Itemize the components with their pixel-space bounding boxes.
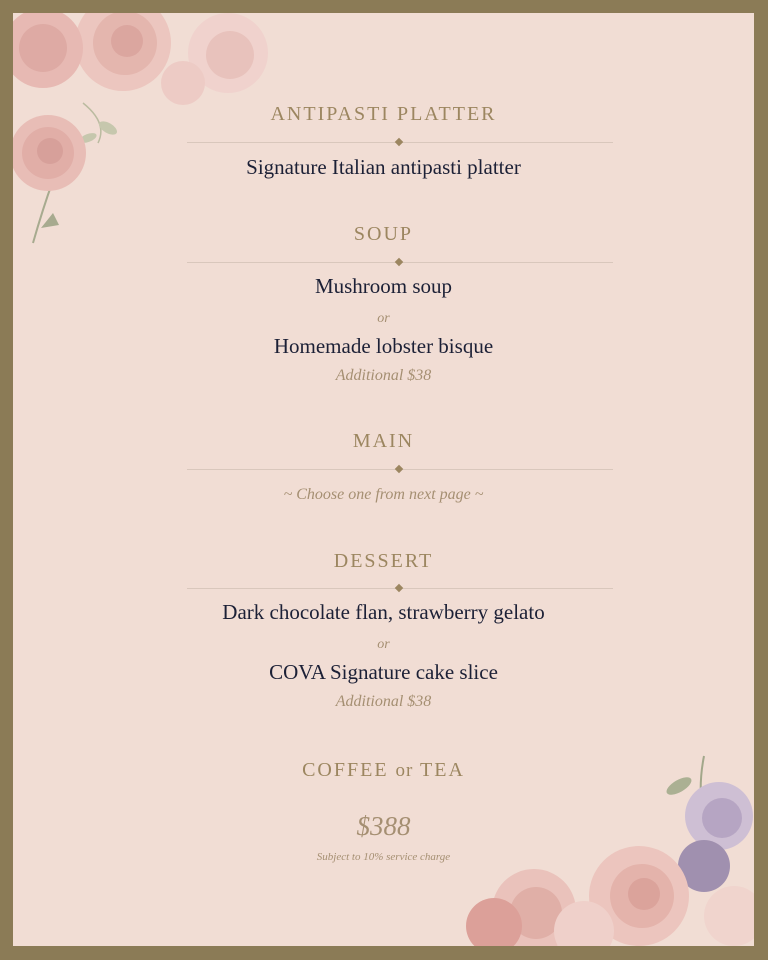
section-heading-main: MAIN — [352, 430, 415, 452]
dish-soup-1: Mushroom soup — [314, 274, 453, 298]
divider-diamond-icon — [395, 465, 403, 473]
divider-diamond-icon — [395, 138, 403, 146]
dish-dessert-2-note: Additional $38 — [335, 693, 432, 710]
dish-dessert-2: COVA Signature cake slice — [269, 660, 498, 684]
set-menu-price: $388 — [356, 811, 411, 841]
section-divider — [187, 465, 613, 474]
dish-soup-2: Homemade lobster bisque — [273, 334, 494, 358]
menu-content — [13, 13, 754, 946]
divider-diamond-icon — [395, 258, 403, 266]
dish-dessert-1: Dark chocolate flan, strawberry gelato — [222, 600, 545, 624]
or-separator: or — [377, 311, 390, 326]
section-heading-coffee-tea — [13, 759, 754, 782]
or-separator: or — [377, 637, 390, 652]
main-note: ~ Choose one from next page ~ — [283, 486, 484, 503]
coffee-label: COFFEE — [302, 759, 389, 781]
tea-label: TEA — [420, 759, 465, 781]
section-divider — [187, 138, 613, 147]
section-heading-soup: SOUP — [353, 223, 414, 245]
service-charge-note: Subject to 10% service charge — [316, 851, 451, 863]
dish-soup-2-note: Additional $38 — [335, 367, 432, 384]
section-divider — [187, 584, 613, 593]
section-heading-antipasti: ANTIPASTI PLATTER — [270, 103, 497, 125]
coffee-or-label: or — [395, 760, 414, 781]
divider-diamond-icon — [395, 584, 403, 592]
section-divider — [187, 258, 613, 267]
dish-antipasti: Signature Italian antipasti platter — [246, 155, 521, 179]
menu-card — [13, 13, 754, 946]
section-heading-dessert: DESSERT — [333, 550, 434, 572]
